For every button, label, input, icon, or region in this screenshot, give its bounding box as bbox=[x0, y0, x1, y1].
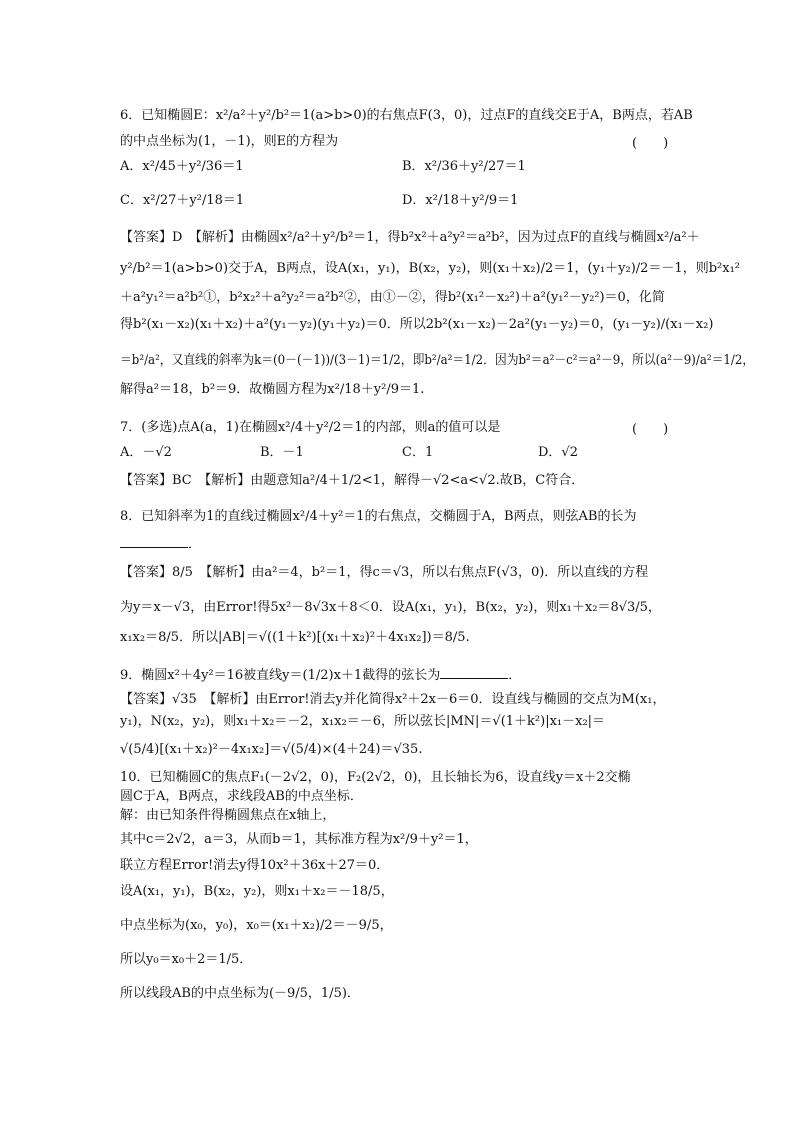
q9-stem: 9．椭圆x²＋4y²＝16被直线y＝(1/2)x＋1截得的弦长为 bbox=[120, 668, 441, 683]
q7-option-b: B．－1 bbox=[260, 445, 304, 460]
answer-blank bbox=[440, 664, 508, 679]
q6-solution-line5: ＝b²/a²，又直线的斜率为k＝(0－(－1))/(3－1)＝1/2，即b²/a²＝1/2．因为b²＝a²－c²＝a²－9，所以(a²－9)/a²＝1/2， bbox=[120, 353, 755, 368]
q9-stem-line bbox=[120, 664, 521, 686]
q7-option-d: D．√2 bbox=[538, 445, 578, 460]
q6-solution-line1: 【答案】D 【解析】由椭圆x²/a²＋y²/b²＝1，得b²x²＋a²y²＝a²b²，因为过点F的直线与椭圆x²/a²＋ bbox=[120, 230, 700, 245]
q7-stem: 7．(多选)点A(a，1)在椭圆x²/4＋y²/2＝1的内部，则a的值可以是 bbox=[120, 420, 501, 435]
q9-solution-line1: 【答案】√35 【解析】由Error!消去y并化简得x²＋2x－6＝0．设直线与椭圆的交点为M(x₁， bbox=[120, 692, 666, 707]
q10-solution-line2: 其中c＝2√2，a＝3，从而b＝1，其标准方程为x²/9＋y²＝1， bbox=[120, 832, 478, 847]
q8-stem-end: ． bbox=[188, 537, 202, 552]
q6-stem: 6．已知椭圆E：x²/a²＋y²/b²＝1(a>b>0)的右焦点F(3，0)，过点F的直线交E于A，B两点，若AB bbox=[120, 108, 693, 123]
q10-solution-line6: 所以y₀＝x₀＋2＝1/5． bbox=[120, 952, 253, 967]
q10-solution-line1: 解：由已知条件得椭圆焦点在x轴上， bbox=[120, 808, 336, 823]
q6-solution-line4: 得b²(x₁－x₂)(x₁＋x₂)＋a²(y₁－y₂)(y₁＋y₂)＝0．所以2b²(x₁－x₂)－2a²(y₁－y₂)＝0，(y₁－y₂)/(x₁－x₂) bbox=[120, 317, 714, 332]
q6-solution-line6: 解得a²＝18，b²＝9．故椭圆方程为x²/18＋y²/9＝1. bbox=[120, 382, 425, 397]
q10-stem-cont: 圆C于A，B两点，求线段AB的中点坐标． bbox=[120, 789, 363, 804]
q10-solution-line3: 联立方程Error!消去y得10x²＋36x＋27＝0． bbox=[120, 858, 390, 873]
q6-answer-paren: ( ) bbox=[632, 136, 669, 151]
q10-solution-line7: 所以线段AB的中点坐标为(－9/5，1/5)． bbox=[120, 986, 360, 1001]
q9-solution-line2: y₁)，N(x₂，y₂)，则x₁＋x₂＝－2，x₁x₂＝－6，所以弦长|MN|＝√(1＋k²)|x₁－x₂|＝ bbox=[120, 714, 606, 729]
q7-option-a: A．－√2 bbox=[120, 445, 172, 460]
q8-solution-line3: x₁x₂＝8/5．所以|AB|＝√((1＋k²)[(x₁＋x₂)²＋4x₁x₂])＝8/5. bbox=[120, 630, 470, 645]
q6-solution-line3: ＋a²y₁²＝a²b²①，b²x₂²＋a²y₂²＝a²b²②，由①－②，得b²(x₁²－x₂²)＋a²(y₁²－y₂²)＝0，化简 bbox=[120, 290, 665, 305]
q8-solution-line1: 【答案】8/5 【解析】由a²＝4，b²＝1，得c＝√3，所以右焦点F(√3，0)．所以直线的方程 bbox=[120, 565, 649, 580]
q6-stem-cont: 的中点坐标为(1，－1)，则E的方程为 bbox=[120, 134, 339, 149]
q6-option-d: D．x²/18＋y²/9＝1 bbox=[402, 193, 519, 208]
q7-solution: 【答案】BC 【解析】由题意知a²/4＋1/2<1，解得－√2<a<√2.故B，C符合． bbox=[120, 473, 585, 488]
q6-option-b: B．x²/36＋y²/27＝1 bbox=[402, 159, 526, 174]
q7-answer-paren: ( ) bbox=[632, 422, 669, 437]
q6-option-c: C．x²/27＋y²/18＝1 bbox=[120, 193, 245, 208]
q9-stem-end: ． bbox=[508, 668, 522, 683]
q6-solution-line2: y²/b²＝1(a>b>0)交于A，B两点，设A(x₁，y₁)，B(x₂，y₂)，则(x₁＋x₂)/2＝1，(y₁＋y₂)/2＝－1，则b²x₁² bbox=[120, 261, 740, 276]
q10-solution-line5: 中点坐标为(x₀，y₀)，x₀＝(x₁＋x₂)/2＝－9/5， bbox=[120, 918, 393, 933]
q9-solution-line3: √(5/4)[(x₁＋x₂)²－4x₁x₂]＝√(5/4)×(4＋24)＝√35. bbox=[120, 742, 423, 757]
q8-blank-line bbox=[120, 533, 201, 555]
q7-option-c: C．1 bbox=[402, 445, 434, 460]
q6-option-a: A．x²/45＋y²/36＝1 bbox=[120, 159, 244, 174]
q8-solution-line2: 为y＝x－√3，由Error!得5x²－8√3x＋8＜0．设A(x₁，y₁)，B(x₂，y₂)，则x₁＋x₂＝8√3/5， bbox=[120, 600, 661, 615]
answer-blank bbox=[120, 533, 188, 548]
q10-stem: 10．已知椭圆C的焦点F₁(－2√2，0)，F₂(2√2，0)，且长轴长为6，设直线y＝x＋2交椭 bbox=[120, 770, 631, 785]
q8-stem: 8．已知斜率为1的直线过椭圆x²/4＋y²＝1的右焦点，交椭圆于A，B两点，则弦AB的长为 bbox=[120, 509, 637, 524]
q10-solution-line4: 设A(x₁，y₁)，B(x₂，y₂)，则x₁＋x₂＝－18/5， bbox=[120, 884, 394, 899]
